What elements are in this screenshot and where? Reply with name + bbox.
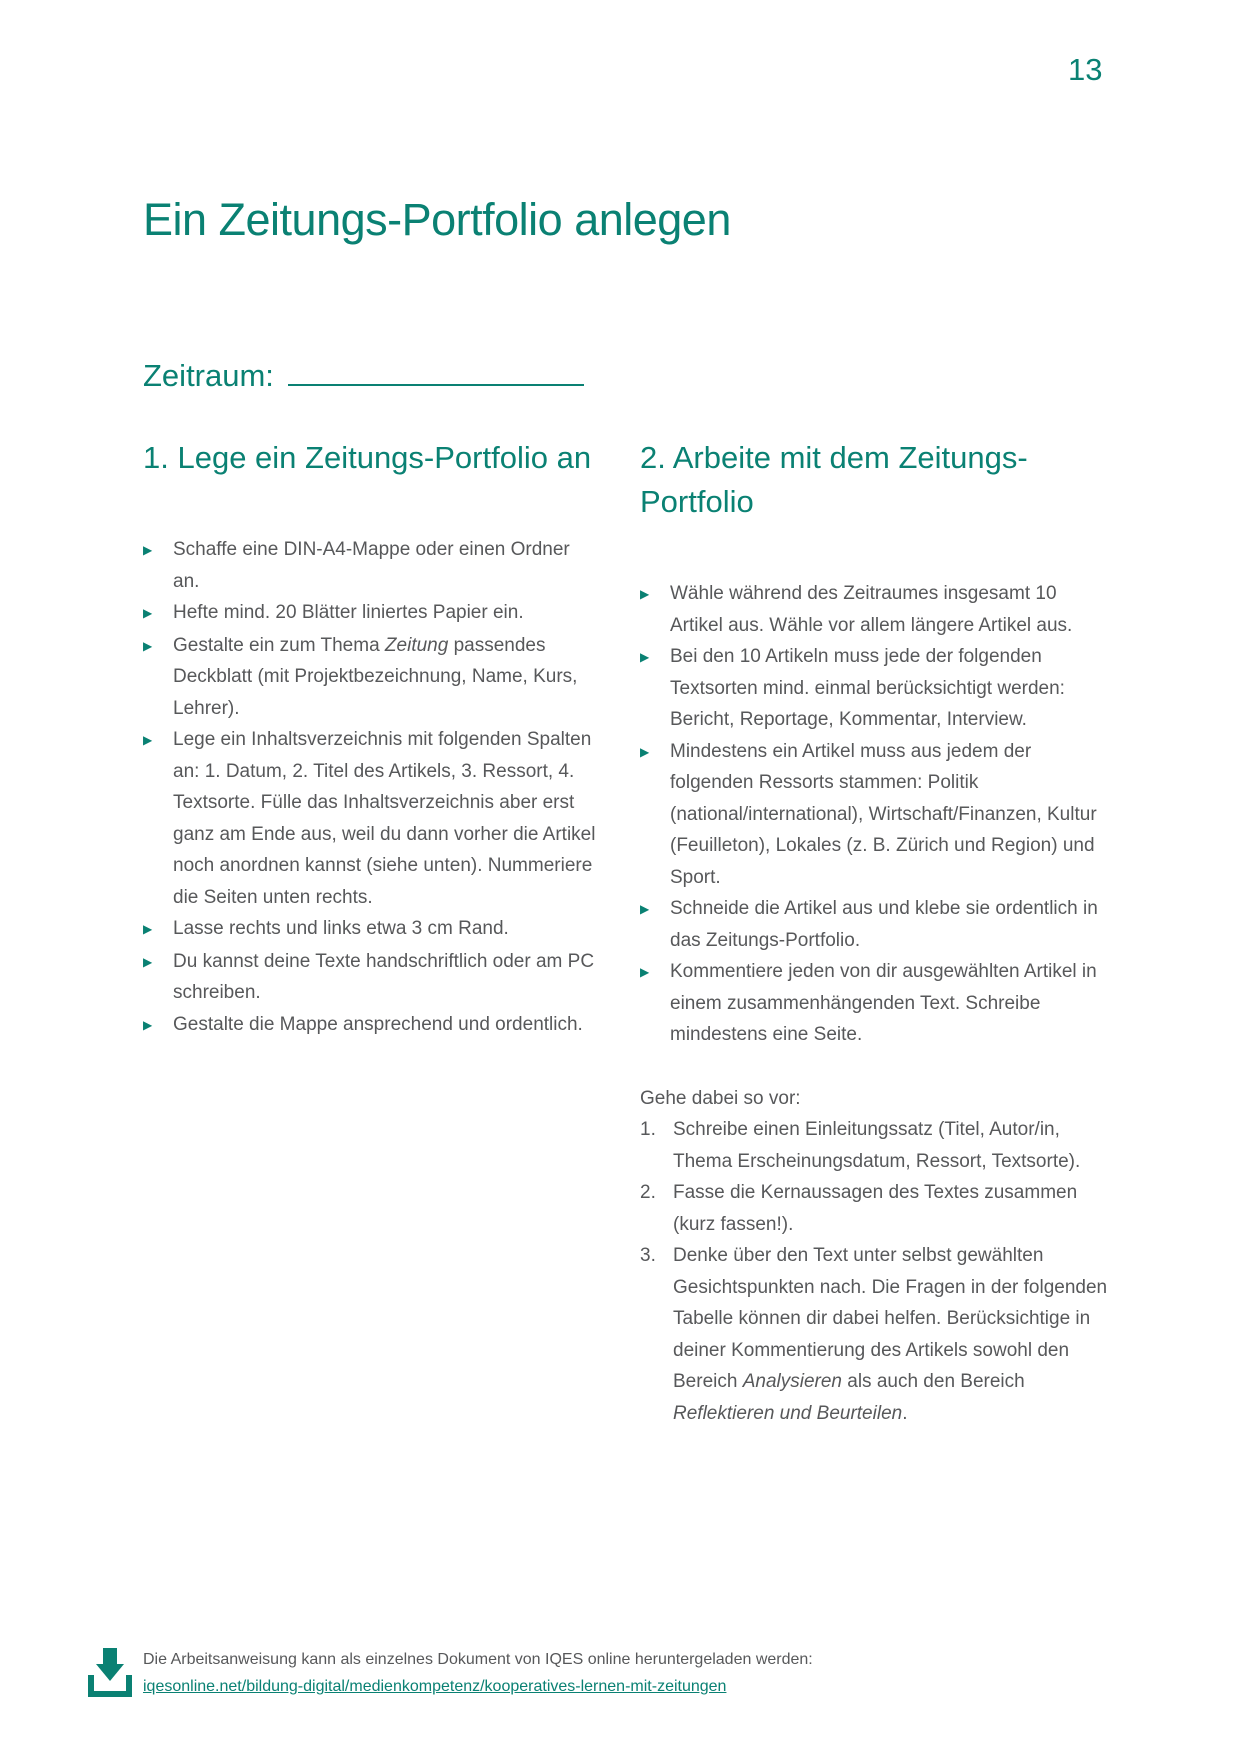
bullet-text: Wähle während des Zeitraumes insgesamt 10 Artikel aus. Wähle vor allem längere Artikel aus. xyxy=(670,583,1073,636)
bullet-text: Schaffe eine DIN-A4-Mappe oder einen Ordner an. xyxy=(173,539,570,592)
section-1-heading: 1. Lege ein Zeitungs-Portfolio an xyxy=(143,440,592,475)
bullet-text: Gestalte die Mappe ansprechend und ordentlich. xyxy=(173,1013,583,1035)
footer-download-link[interactable]: iqesonline.net/bildung-digital/medienkompetenz/kooperatives-lernen-mit-zeitungen xyxy=(143,1678,727,1695)
zeitraum-row xyxy=(143,358,584,394)
text-segment: als auch den Bereich xyxy=(841,1371,1025,1392)
text-segment: Gestalte ein zum Thema xyxy=(173,634,385,656)
bullet-arrow-icon: ▶ xyxy=(143,606,153,620)
list-item xyxy=(640,736,1110,894)
section-1-bullet-list xyxy=(143,534,598,1041)
bullet-text xyxy=(173,630,598,725)
list-item xyxy=(640,578,1110,641)
text-segment: Denke über den Text unter selbst gewählten Gesichtspunkten nach. Die Fragen in der folgenden Tabelle können dir dabei helfen. Berücksichtige in deiner Kommentierung des Artikels sowohl den Bereich xyxy=(673,1245,1108,1392)
bullet-arrow-icon: ▶ xyxy=(640,902,650,916)
step-number: 1. xyxy=(640,1119,656,1140)
list-item xyxy=(143,630,598,725)
bullet-text: Du kannst deine Texte handschriftlich oder am PC schreiben. xyxy=(173,950,595,1003)
bullet-arrow-icon: ▶ xyxy=(143,922,153,936)
bullet-text: Bei den 10 Artikeln muss jede der folgenden Textsorten mind. einmal berücksichtigt werden: Bericht, Reportage, Kommentar, Interview. xyxy=(670,646,1065,730)
text-segment: passendes Deckblatt (mit Projektbezeichnung, Name, Kurs, Lehrer). xyxy=(173,634,578,719)
procedure-intro: Gehe dabei so vor: xyxy=(640,1087,801,1109)
step-item xyxy=(640,1114,1110,1177)
step-text: Schreibe einen Einleitungssatz (Titel, Autor/in, Thema Erscheinungsdatum, Ressort, Textsorte). xyxy=(673,1119,1081,1172)
footer-note: Die Arbeitsanweisung kann als einzelnes Dokument von IQES online heruntergeladen werden: xyxy=(143,1651,813,1668)
bullet-text: Lege ein Inhaltsverzeichnis mit folgenden Spalten an: 1. Datum, 2. Titel des Artikels, 3. Ressort, 4. Textsorte. Fülle das Inhaltsverzeichnis aber erst ganz am Ende aus, weil du dann vorher die Artikel noch anordnen kannst (siehe unten). Nummeriere die Seiten unten rechts. xyxy=(173,729,596,908)
bullet-arrow-icon: ▶ xyxy=(640,650,650,664)
step-text: Fasse die Kernaussagen des Textes zusammen (kurz fassen!). xyxy=(673,1182,1078,1235)
list-item xyxy=(143,946,598,1009)
bullet-arrow-icon: ▶ xyxy=(640,744,650,759)
list-item xyxy=(143,534,598,597)
zeitraum-blank-line xyxy=(288,383,584,386)
bullet-text: Kommentiere jeden von dir ausgewählten Artikel in einem zusammenhängenden Text. Schreibe mindestens eine Seite. xyxy=(670,961,1097,1045)
italic-text-segment: Zeitung xyxy=(384,634,449,656)
step-number: 3. xyxy=(640,1245,656,1266)
step-item xyxy=(640,1177,1110,1240)
bullet-text: Mindestens ein Artikel muss aus jedem der folgenden Ressorts stammen: Politik (national/international), Wirtschaft/Finanzen, Kultur (Feuilleton), Lokales (z. B. Zürich und Region) und Sport. xyxy=(670,740,1097,888)
procedure-steps-list xyxy=(640,1114,1110,1429)
column-2 xyxy=(640,436,1110,1429)
step-number: 2. xyxy=(640,1182,656,1203)
bullet-arrow-icon: ▶ xyxy=(640,587,650,601)
bullet-arrow-icon: ▶ xyxy=(143,543,153,557)
text-segment: . xyxy=(902,1402,908,1424)
step-item xyxy=(640,1240,1110,1429)
bullet-arrow-icon: ▶ xyxy=(143,1017,153,1032)
list-item xyxy=(143,597,598,630)
column-1 xyxy=(143,436,598,1429)
download-icon xyxy=(88,1648,132,1698)
section-2-bullet-list xyxy=(640,578,1110,1051)
bullet-arrow-icon: ▶ xyxy=(143,954,153,969)
bullet-text: Lasse rechts und links etwa 3 cm Rand. xyxy=(173,918,509,939)
italic-text-segment: Reflektieren und Beurteilen xyxy=(673,1402,903,1424)
step-text xyxy=(673,1240,1110,1429)
bullet-arrow-icon: ▶ xyxy=(640,965,650,979)
section-2-heading: 2. Arbeite mit dem Zeitungs-Portfolio xyxy=(640,440,1028,519)
page-title: Ein Zeitungs-Portfolio anlegen xyxy=(143,194,731,245)
list-item xyxy=(640,641,1110,736)
list-item xyxy=(143,724,598,913)
bullet-arrow-icon: ▶ xyxy=(143,733,153,747)
list-item xyxy=(143,913,598,946)
italic-text-segment: Analysieren xyxy=(742,1371,842,1392)
two-column-layout xyxy=(143,436,1118,1429)
footer-text xyxy=(143,1646,1043,1700)
page-number: 13 xyxy=(1068,52,1103,87)
bullet-text: Schneide die Artikel aus und klebe sie ordentlich in das Zeitungs-Portfolio. xyxy=(670,898,1098,951)
list-item xyxy=(143,1009,598,1042)
zeitraum-label: Zeitraum: xyxy=(143,358,274,393)
bullet-arrow-icon: ▶ xyxy=(143,638,153,653)
list-item xyxy=(640,956,1110,1051)
list-item xyxy=(640,893,1110,956)
bullet-text: Hefte mind. 20 Blätter liniertes Papier ein. xyxy=(173,602,524,623)
